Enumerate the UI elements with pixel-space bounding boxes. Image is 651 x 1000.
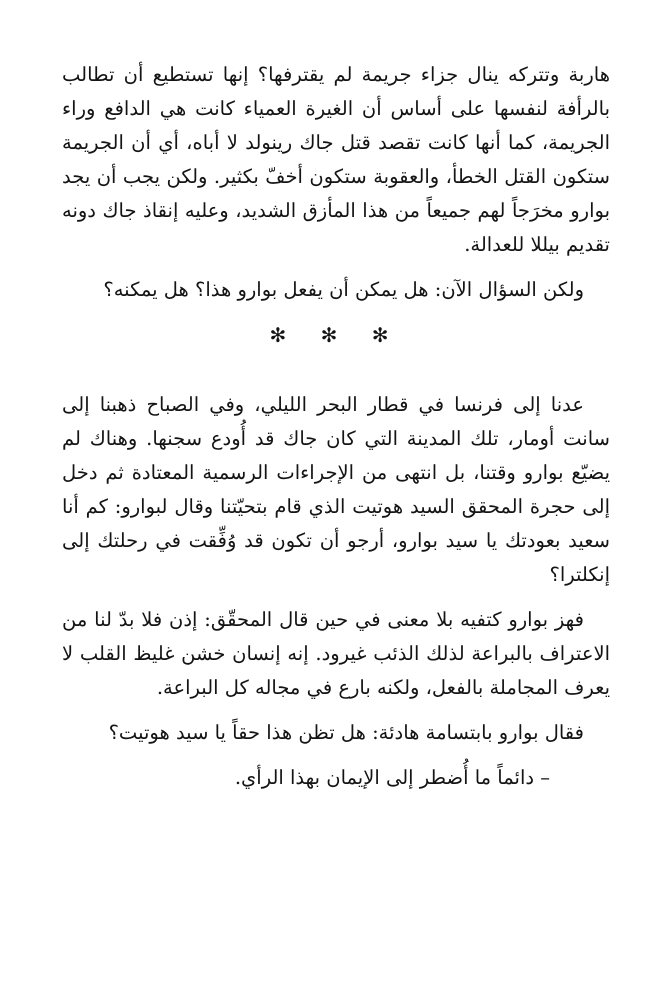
paragraph-5: فقال بوارو بابتسامة هادئة: هل تظن هذا حقاً يا سيد هوتيت؟ [108, 721, 584, 744]
paragraph-4: فهز بوارو كتفيه بلا معنى في حين قال المحقّق: إذن فلا بدّ لنا من الاعتراف بالبراعة لذلك الذئب غيرود. إنه إنسان خشن غليظ القلب لا يعرف المجاملة بالفعل، ولكنه بارع في مجاله كل البراعة. [62, 608, 610, 699]
paragraph-6: – دائماً ما أُضطر إلى الإيمان بهذا الرأي. [234, 766, 550, 789]
section-divider: ✻ ✻ ✻ [269, 323, 403, 347]
book-page [62, 58, 610, 806]
paragraph-1: هاربة وتتركه ينال جزاء جريمة لم يقترفها؟ إنها تستطيع أن تطالب بالرأفة لنفسها على أساس أن الغيرة العمياء كانت هي الدافع وراء الجريمة، كما أنها كانت تقصد قتل جاك رينولد لا أباه، أي أن الجريمة ستكون القتل الخطأ، والعقوبة ستكون أخفّ بكثير. ولكن يجب أن يجد بوارو مخرَجاً لهم جميعاً من هذا المأزق الشديد، وعليه إنقاذ جاك دونه تقديم بيللا للعدالة. [62, 63, 610, 256]
paragraph-2: ولكن السؤال الآن: هل يمكن أن يفعل بوارو هذا؟ هل يمكنه؟ [103, 278, 584, 301]
paragraph-3: عدنا إلى فرنسا في قطار البحر الليلي، وفي الصباح ذهبنا إلى سانت أومار، تلك المدينة التي كان جاك قد أُودع سجنها. وهناك لم يضيّع بوارو وقتنا، بل انتهى من الإجراءات الرسمية المعتادة ثم دخل إلى حجرة المحقق السيد هوتيت الذي قام بتحيّتنا وقال لبوارو: كم أنا سعيد بعودتك يا سيد بوارو، أرجو أن تكون قد وُفِّقت في رحلتك إلى إنكلترا؟ [62, 393, 610, 586]
